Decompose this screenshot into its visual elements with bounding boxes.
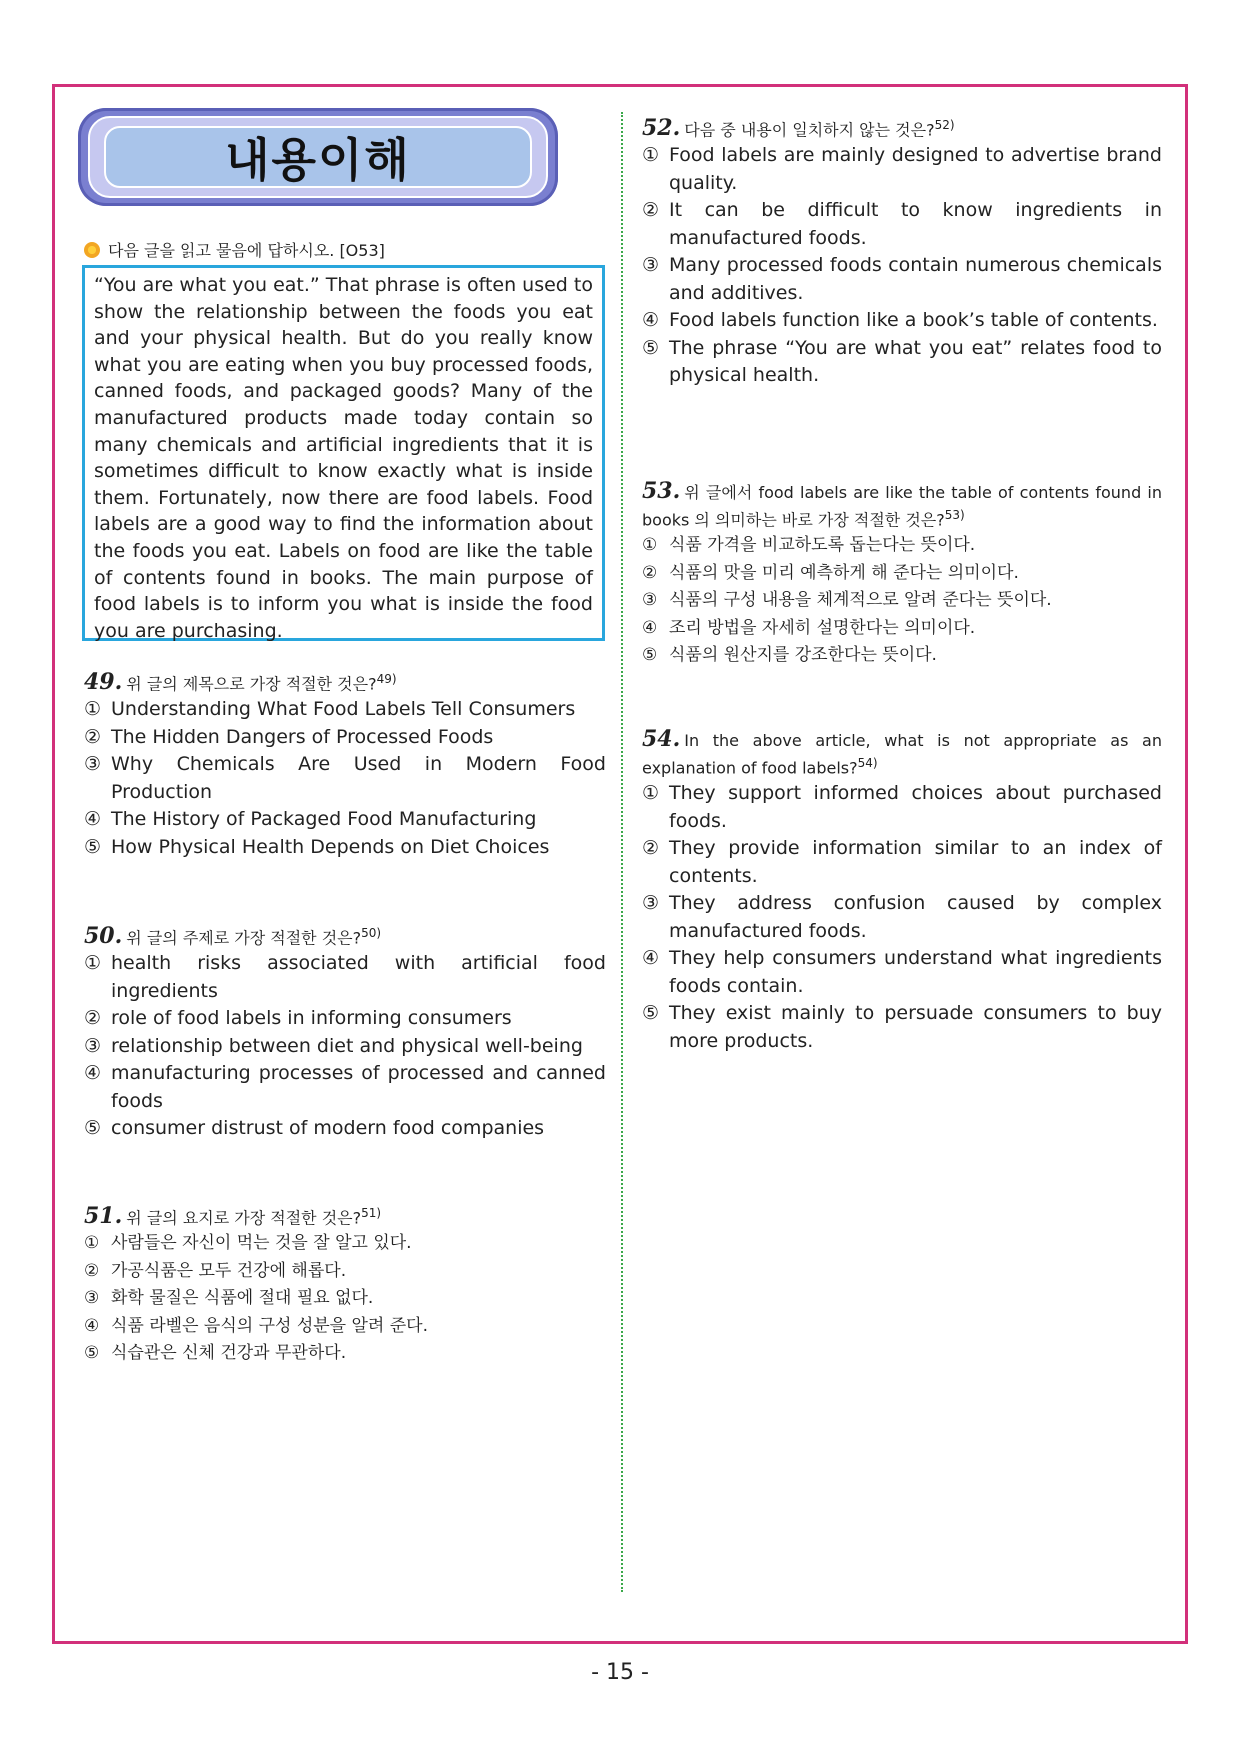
option[interactable]: ② 가공식품은 모두 건강에 해롭다. xyxy=(84,1260,347,1281)
option[interactable]: ② role of food labels in informing consumers xyxy=(84,1007,512,1030)
option[interactable]: ① 식품 가격을 비교하도록 돕는다는 뜻이다. xyxy=(642,535,976,556)
option[interactable]: ② It can be difficult to know ingredients in manufactured foods. xyxy=(642,199,1162,249)
question-prompt: 50. 위 글의 주제로 가장 적절한 것은?$^{50)}$ xyxy=(84,923,382,950)
question-number: 50. xyxy=(84,923,123,950)
option[interactable]: ① Understanding What Food Labels Tell Consumers xyxy=(84,698,576,721)
question-number: 53. xyxy=(642,478,681,504)
question-number: 54. xyxy=(642,726,681,752)
page-number: - 15 - xyxy=(591,1660,649,1685)
flower-icon xyxy=(84,242,100,258)
option[interactable]: ② 식품의 맛을 미리 예측하게 해 준다는 의미이다. xyxy=(642,562,1019,583)
option[interactable]: ③ 식품의 구성 내용을 체계적으로 알려 준다는 뜻이다. xyxy=(642,590,1052,611)
question-51 xyxy=(84,1202,606,1368)
option[interactable]: ② The Hidden Dangers of Processed Foods xyxy=(84,725,494,748)
question-prompt: 52. 다음 중 내용이 일치하지 않는 것은?$^{52)}$ xyxy=(642,115,955,142)
option[interactable]: ③ relationship between diet and physical well-being xyxy=(84,1034,583,1057)
option[interactable]: ④ Food labels function like a book’s table of contents. xyxy=(642,309,1158,332)
question-50 xyxy=(84,922,606,1143)
option[interactable]: ① They support informed choices about purchased foods. xyxy=(642,782,1162,832)
question-number: 52. xyxy=(642,115,681,142)
question-prompt: 51. 위 글의 요지로 가장 적절한 것은?$^{51)}$ xyxy=(84,1203,382,1230)
option[interactable]: ② They provide information similar to an index of contents. xyxy=(642,837,1162,887)
option[interactable]: ④ The History of Packaged Food Manufacturing xyxy=(84,808,537,831)
option[interactable]: ③ 화학 물질은 식품에 절대 필요 없다. xyxy=(84,1288,374,1309)
option[interactable]: ⑤ 식습관은 신체 건강과 무관하다. xyxy=(84,1343,347,1364)
option[interactable]: ⑤ consumer distrust of modern food companies xyxy=(84,1117,545,1140)
question-number: 49. xyxy=(84,669,123,696)
option[interactable]: ⑤ They exist mainly to persuade consumers to buy more products. xyxy=(642,1002,1162,1052)
reading-passage: “You are what you eat.” That phrase is often used to show the relationship between the foods you eat and your physical health. But do you really know what you are eating when you buy processed foods, canned foods, and packaged goods? Many of the manufactured products made today contain so many chemicals and artificial ingredients that it is sometimes difficult to know exactly what is inside them. Fortunately, now there are food labels. Food labels are a good way to find the information about the foods you eat. Labels on food are like the table of contents found in books. The main purpose of food labels is to inform you what is inside the food you are purchasing. xyxy=(82,265,605,641)
question-prompt: 54. In the above article, what is not appropriate as an explanation of food labels?$^{54)}$ xyxy=(642,726,1162,778)
option[interactable]: ⑤ 식품의 원산지를 강조한다는 뜻이다. xyxy=(642,645,937,666)
option[interactable]: ⑤ The phrase “You are what you eat” relates food to physical health. xyxy=(642,336,1162,387)
question-54 xyxy=(642,728,1162,1055)
option[interactable]: ③ They address confusion caused by complex manufactured foods. xyxy=(642,892,1162,942)
option[interactable]: ④ manufacturing processes of processed and canned foods xyxy=(84,1062,606,1112)
section-banner xyxy=(78,108,558,206)
option[interactable]: ④ 조리 방법을 자세히 설명한다는 의미이다. xyxy=(642,617,976,638)
question-prompt: 53. 위 글에서 food labels are like the table of contents found in books 의 의미하는 바로 가장 적절한 것은?$^{53)}$ xyxy=(642,478,1162,530)
question-53 xyxy=(642,480,1162,670)
option[interactable]: ③ Why Chemicals Are Used in Modern Food Production xyxy=(84,753,606,803)
option[interactable]: ① health risks associated with artificial food ingredients xyxy=(84,952,606,1002)
instruction-text: 다음 글을 읽고 물음에 답하시오. [O53] xyxy=(108,241,385,260)
section-title: 내용이해 xyxy=(225,133,411,187)
option[interactable]: ⑤ How Physical Health Depends on Diet Choices xyxy=(84,835,550,858)
question-49 xyxy=(84,668,606,861)
question-52 xyxy=(642,114,1162,390)
option[interactable]: ① 사람들은 자신이 먹는 것을 잘 알고 있다. xyxy=(84,1233,412,1254)
instruction xyxy=(84,238,385,261)
column-divider xyxy=(621,112,623,1592)
question-prompt: 49. 위 글의 제목으로 가장 적절한 것은?$^{49)}$ xyxy=(84,669,397,696)
option[interactable]: ③ Many processed foods contain numerous chemicals and additives. xyxy=(642,254,1162,304)
question-number: 51. xyxy=(84,1203,123,1230)
option[interactable]: ④ They help consumers understand what ingredients foods contain. xyxy=(642,947,1162,997)
option[interactable]: ④ 식품 라벨은 음식의 구성 성분을 알려 준다. xyxy=(84,1315,429,1336)
option[interactable]: ① Food labels are mainly designed to advertise brand quality. xyxy=(642,144,1162,194)
